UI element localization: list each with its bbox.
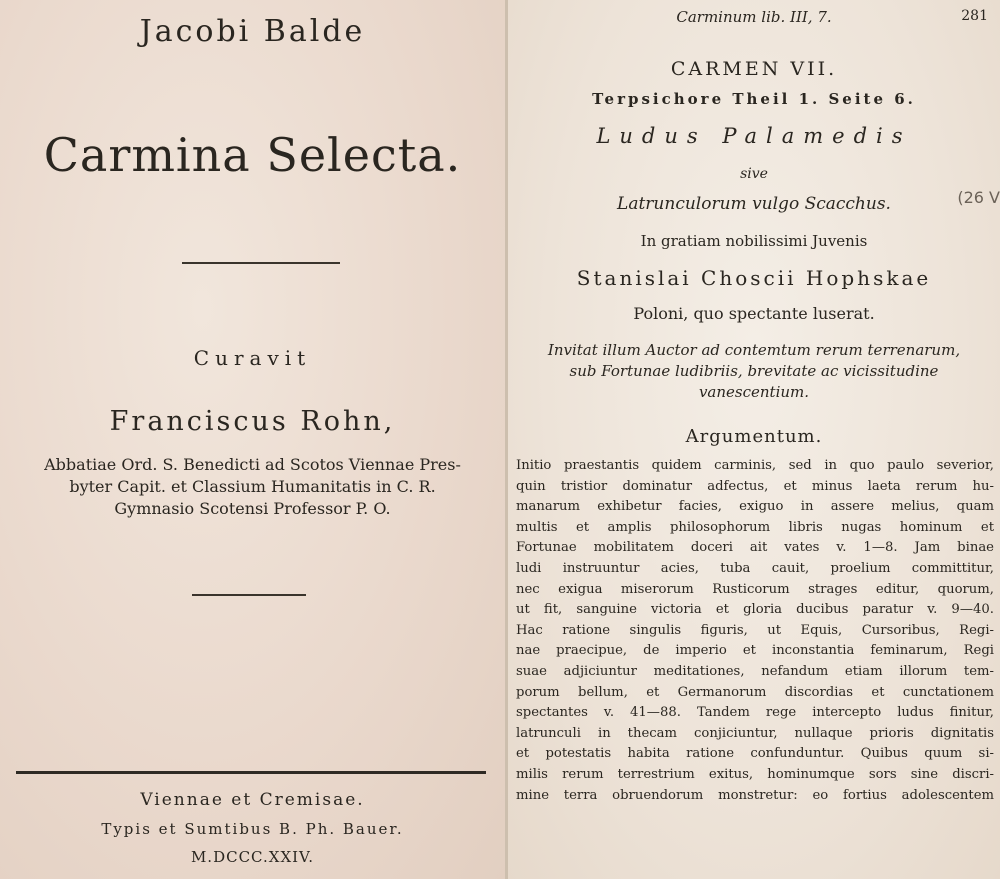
argument-line: spectantes v. 41—88. Tandem rege intercepto ludus finitur,: [516, 705, 994, 721]
imprint-year: M.DCCC.XXIV.: [190, 848, 315, 866]
poem-subtitle: Latrunculorum vulgo Scacchus.: [617, 194, 891, 214]
argument-line: mine terra obruendorum monstretur: eo fortius adolescentem: [516, 787, 994, 803]
synopsis-line: vanescentium.: [698, 383, 810, 401]
synopsis-line: Invitat illum Auctor ad contemtum rerum terrenarum,: [547, 341, 961, 359]
dedication-line: Poloni, quo spectante luserat.: [633, 304, 875, 323]
handwritten-margin-note: (26 V: [957, 188, 1000, 207]
right-page: [508, 0, 1000, 879]
argument-line: suae adjiciuntur meditationes, nefandum etiam illorum tem-: [516, 663, 994, 679]
editor-name: Franciscus Rohn,: [109, 406, 396, 437]
argument-line: multis et amplis philosophorum libris nugas hominum et: [516, 519, 994, 535]
dedicatee-name: Stanislai Choscii Hophskae: [576, 266, 932, 290]
argument-line: latrunculi in thecam conjiciuntur, nullaque prioris dignitatis: [516, 725, 994, 741]
imprint-place: Viennae et Cremisae.: [140, 790, 365, 810]
curavit-label: Curavit: [193, 346, 312, 370]
editor-affiliation: [0, 454, 505, 520]
argument-line: et potestatis habita ratione confunduntur. Quibus quum si-: [516, 746, 994, 762]
argument-text: [516, 456, 994, 806]
argument-line: nae praecipue, de imperio et inconstantia feminarum, Regi: [516, 643, 994, 659]
argument-line: nec exigua miserorum Rusticorum strages editur, quorum,: [516, 581, 994, 597]
affiliation-line: byter Capit. et Classium Humanitatis in C. R.: [69, 477, 436, 496]
page-number: 281: [961, 8, 988, 24]
argument-line: manarum exhibetur facies, exiguo in assere melius, quam: [516, 499, 994, 515]
argument-line: ludi instruuntur acies, tuba cauit, proelium committitur,: [516, 560, 994, 576]
synopsis-line: sub Fortunae ludibriis, brevitate ac vicissitudine: [569, 362, 939, 380]
sive-connector: sive: [740, 166, 768, 182]
argumentum-heading: Argumentum.: [685, 426, 823, 447]
author-name: Jacobi Balde: [139, 14, 366, 49]
terpsichore-reference: Terpsichore Theil 1. Seite 6.: [592, 90, 916, 108]
affiliation-line: Abbatiae Ord. S. Benedicti ad Scotos Viennae Pres-: [44, 455, 461, 474]
book-title: Carmina Selecta.: [43, 128, 462, 182]
argument-line: ut fit, sanguine victoria et gloria ducibus paratur v. 9—40.: [516, 602, 994, 618]
affiliation-line: Gymnasio Scotensi Professor P. O.: [114, 499, 391, 518]
synopsis: [508, 340, 1000, 403]
argument-line: Fortunae mobilitatem doceri ait vates v. 1—8. Jam binae: [516, 540, 994, 556]
running-head: Carminum lib. III, 7.: [676, 8, 832, 26]
argument-line: quin tristior dominatur adfectus, et minus laeta rerum hu-: [516, 478, 994, 494]
argument-line: Hac ratione singulis figuris, ut Equis, Cursoribus, Regi-: [516, 622, 994, 638]
poem-title: Ludus Palamedis: [596, 124, 912, 148]
carmen-heading: CARMEN VII.: [670, 58, 838, 80]
ornament-rule: [192, 594, 306, 596]
argument-line: milis rerum terrestrium exitus, hominumque sors sine discri-: [516, 766, 994, 782]
title-rule: [182, 262, 340, 264]
imprint-rule: [16, 771, 486, 774]
imprint-printer: Typis et Sumtibus B. Ph. Bauer.: [101, 820, 404, 838]
argument-line: Initio praestantis quidem carminis, sed in quo paulo severior,: [516, 458, 994, 473]
dedication-line: In gratiam nobilissimi Juvenis: [640, 232, 868, 250]
argument-line: porum bellum, et Germanorum discordias et cunctationem: [516, 684, 994, 700]
